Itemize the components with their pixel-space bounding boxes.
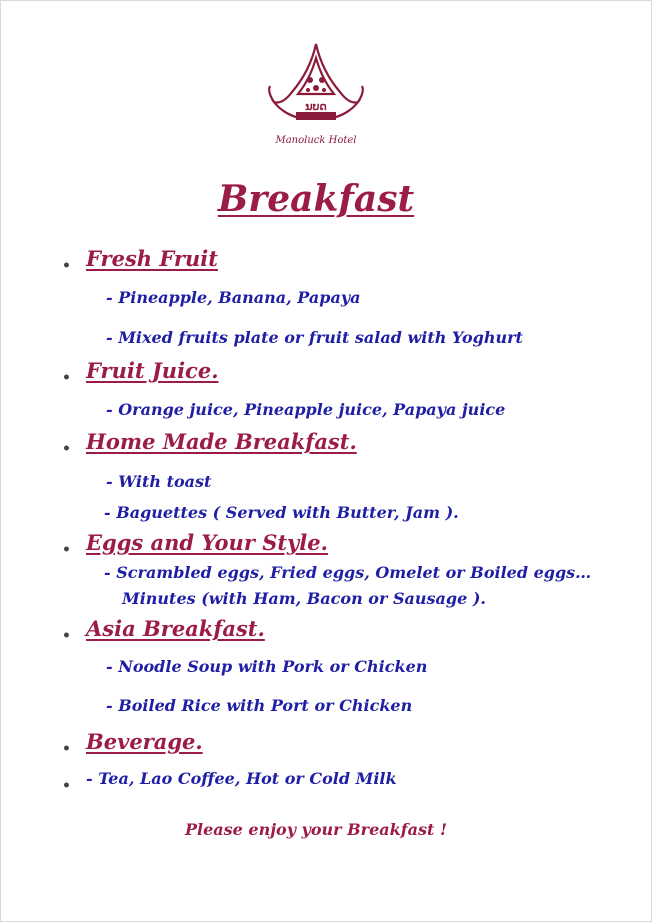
- bullet-dot: •: [62, 370, 71, 386]
- bullet-dot: •: [62, 778, 71, 794]
- menu-item: - Tea, Lao Coffee, Hot or Cold Milk: [86, 769, 397, 788]
- menu-title: Breakfast: [217, 178, 415, 220]
- menu-item: - Baguettes ( Served with Butter, Jam ).: [104, 503, 459, 522]
- logo-text: Manoluck Hotel: [275, 135, 357, 146]
- bullet-dot: •: [62, 258, 71, 274]
- menu-item: - Pineapple, Banana, Papaya: [106, 288, 361, 307]
- svg-text:ນບດ: ນບດ: [305, 100, 327, 113]
- menu-item: - With toast: [106, 472, 212, 491]
- menu-item: Minutes (with Ham, Bacon or Sausage ).: [122, 589, 486, 608]
- menu-item: - Scrambled eggs, Fried eggs, Omelet or Boiled eggs…: [104, 563, 592, 582]
- bullet-dot: •: [62, 628, 71, 644]
- section-heading-home-made: Home Made Breakfast.: [86, 429, 357, 454]
- bullet-dot: •: [62, 441, 71, 457]
- menu-item: - Mixed fruits plate or fruit salad with Yoghurt: [106, 328, 523, 347]
- section-heading-fresh-fruit: Fresh Fruit: [86, 246, 218, 271]
- menu-item: - Noodle Soup with Pork or Chicken: [106, 657, 428, 676]
- section-heading-fruit-juice: Fruit Juice.: [86, 358, 219, 383]
- menu-item: - Orange juice, Pineapple juice, Papaya juice: [106, 400, 506, 419]
- hotel-logo: [266, 40, 376, 160]
- section-heading-beverage: Beverage.: [86, 729, 203, 754]
- bullet-dot: •: [62, 542, 71, 558]
- menu-item: - Boiled Rice with Port or Chicken: [106, 696, 413, 715]
- temple-roof-icon: [266, 40, 366, 135]
- section-heading-eggs: Eggs and Your Style.: [86, 530, 328, 555]
- section-heading-asia: Asia Breakfast.: [86, 616, 265, 641]
- bullet-dot: •: [62, 741, 71, 757]
- closing-message: Please enjoy your Breakfast !: [185, 820, 447, 839]
